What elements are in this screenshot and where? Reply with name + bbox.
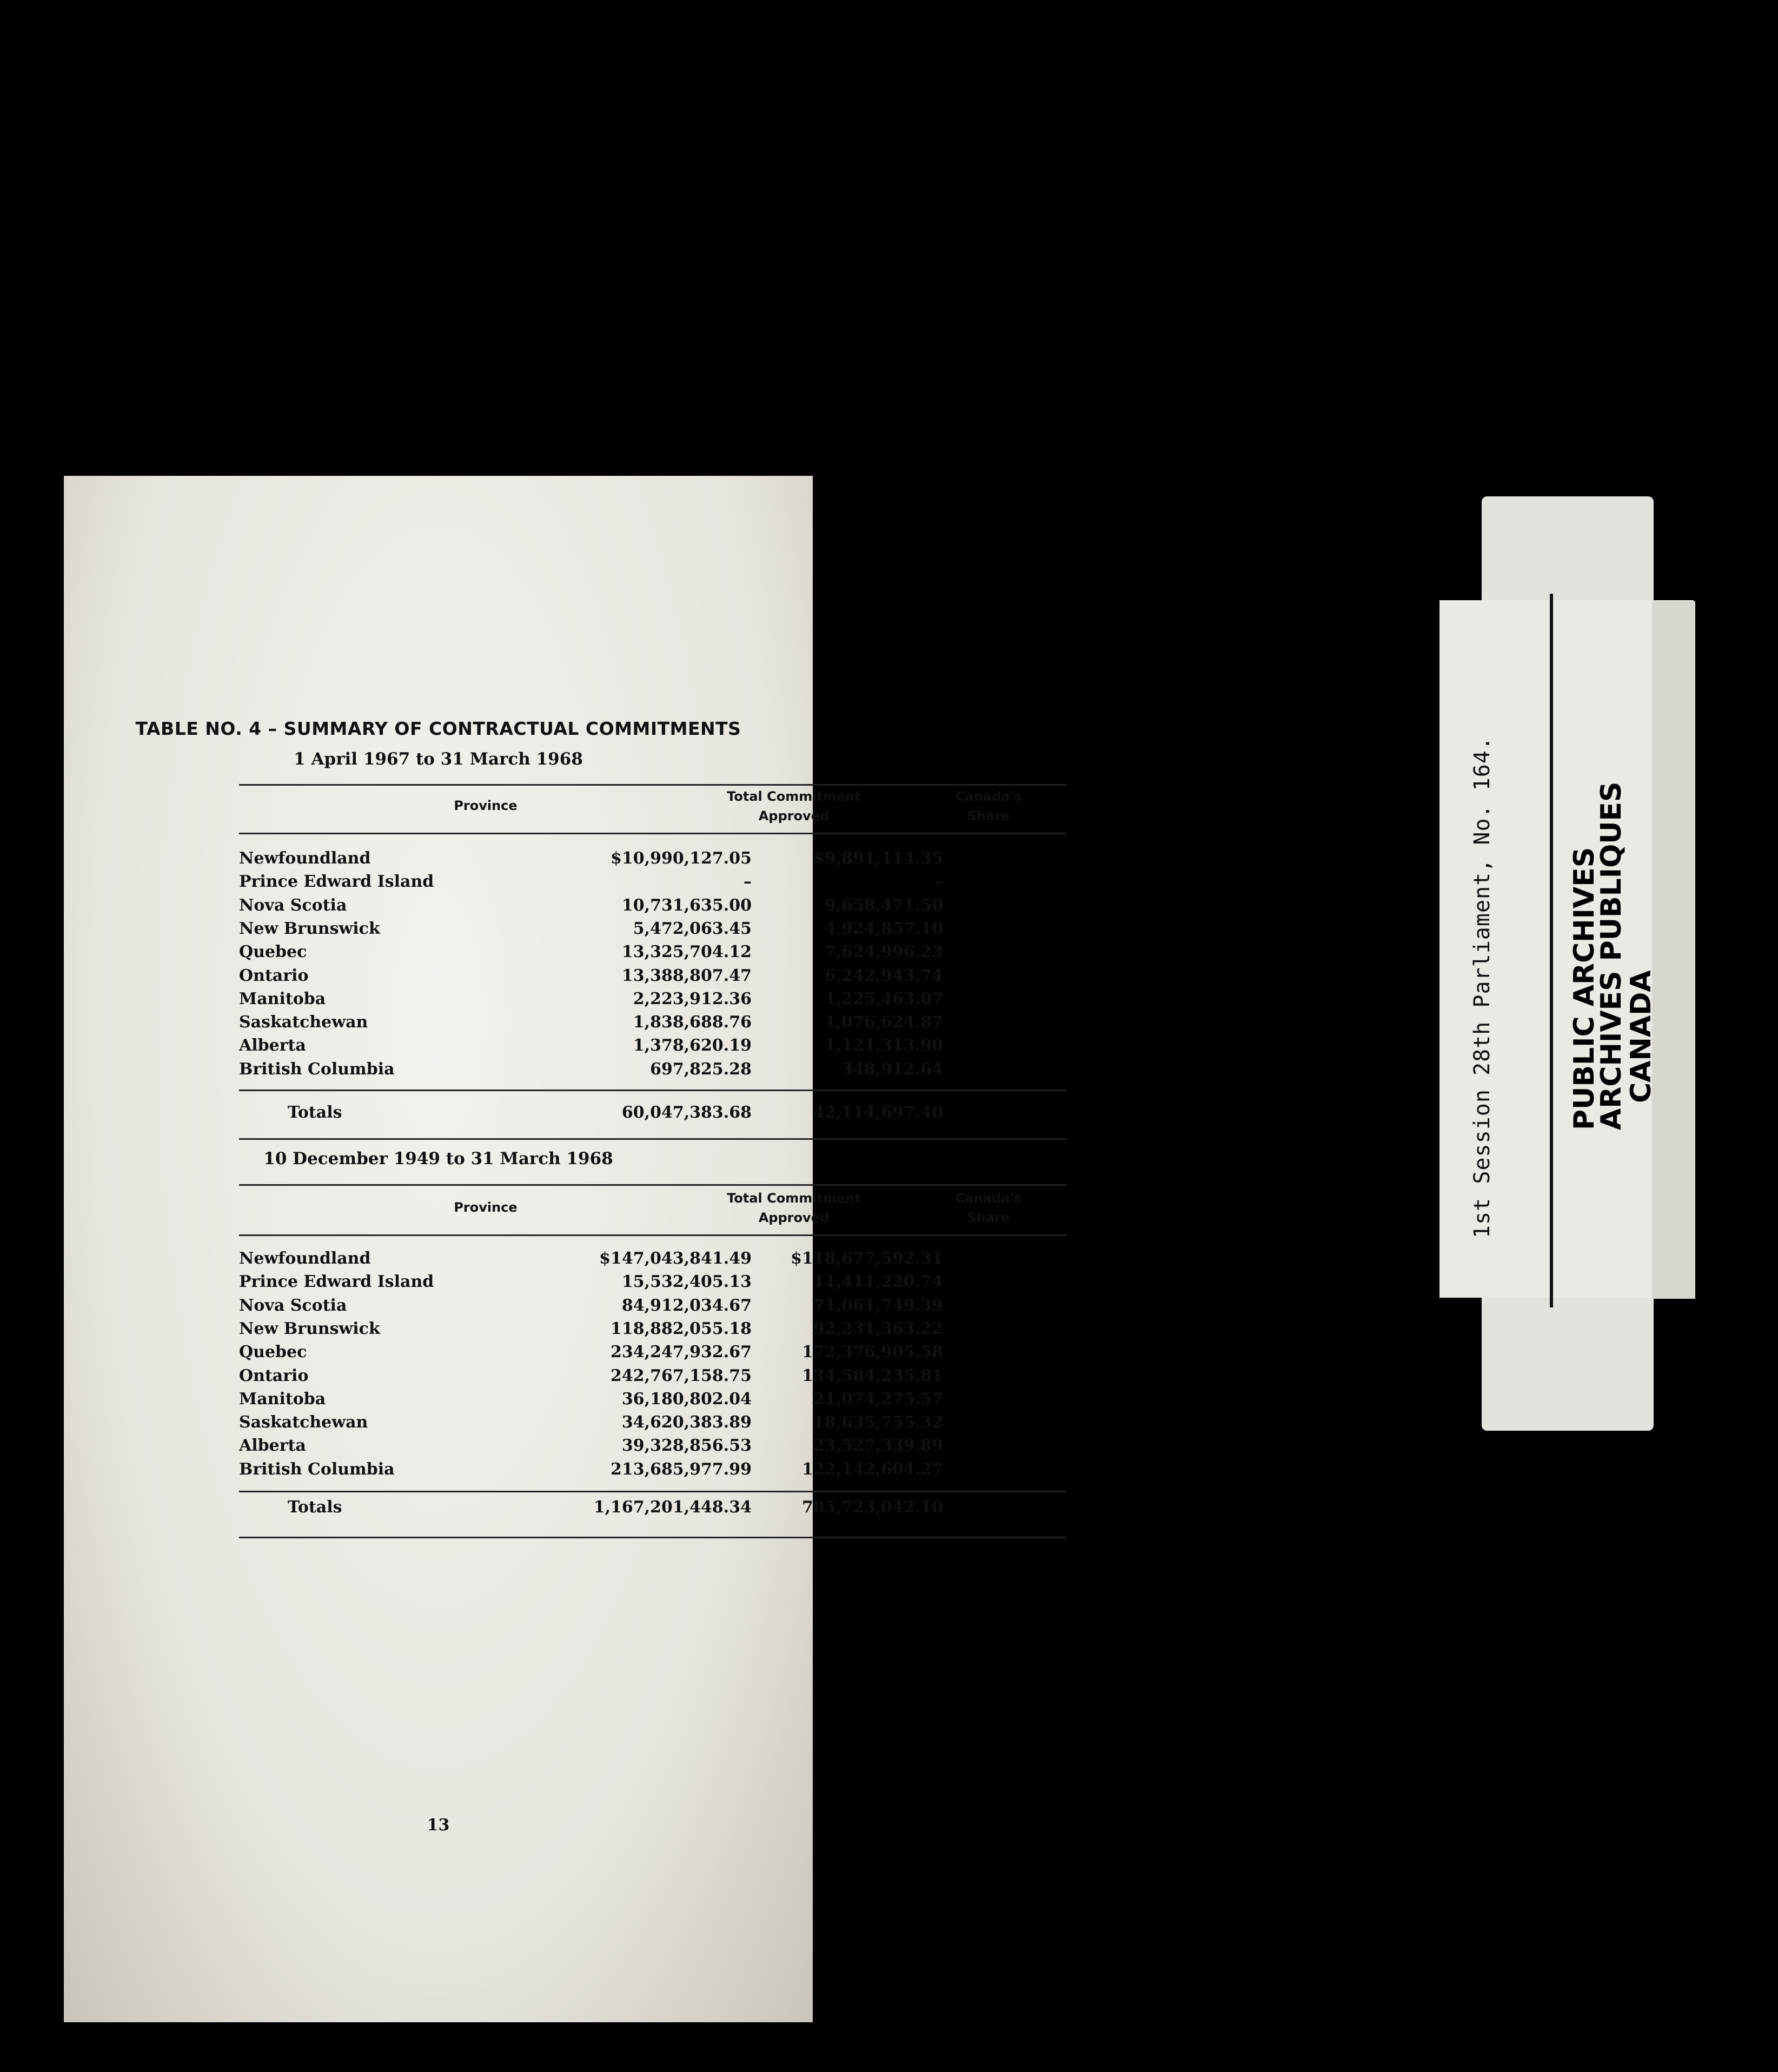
table-row — [239, 942, 1104, 966]
totals-row-2 — [239, 1498, 1104, 1522]
totals-canada-2: 785,723,042.10 — [802, 1498, 943, 1517]
canada-share-cell: 172,376,905.58 — [802, 1343, 943, 1362]
total-commitment-cell: $10,990,127.05 — [611, 849, 752, 868]
period-2-subtitle: 10 December 1949 to 31 March 1968 — [263, 1149, 613, 1168]
session-label: 1st Session 28th Parliament, No. 164. — [1470, 736, 1495, 1238]
total-commitment-cell: 5,472,063.45 — [633, 919, 752, 938]
province-cell: Quebec — [239, 1343, 307, 1362]
total-commitment-cell: 39,328,856.53 — [621, 1436, 752, 1456]
document-page — [64, 476, 1022, 2022]
province-cell: New Brunswick — [239, 1319, 380, 1338]
total-commitment-cell: 13,325,704.12 — [621, 942, 752, 962]
header-province-1: Province — [454, 798, 518, 813]
canada-share-cell: 11,411,220.74 — [813, 1272, 943, 1292]
header-total-1a: Total Commitment — [727, 789, 861, 804]
table-row — [239, 896, 1104, 920]
archive-label-line2: ARCHIVES PUBLIQUES — [1595, 781, 1628, 1130]
rule-top-1 — [239, 784, 1066, 786]
province-cell: Ontario — [239, 1366, 309, 1385]
table-row — [239, 1366, 1104, 1390]
canada-share-cell: 23,527,339.89 — [813, 1436, 943, 1456]
table-row — [239, 1296, 1104, 1320]
canada-share-cell: 21,074,275.57 — [813, 1389, 943, 1409]
table-row — [239, 1390, 1104, 1413]
province-cell: Quebec — [239, 942, 307, 962]
table-title: TABLE NO. 4 – SUMMARY OF CONTRACTUAL COMMITMENTS — [135, 718, 741, 739]
archive-label-line1: PUBLIC ARCHIVES — [1568, 847, 1601, 1130]
canada-share-cell: 4,924,857.10 — [824, 919, 943, 938]
province-cell: Saskatchewan — [239, 1413, 368, 1432]
total-commitment-cell: 34,620,383.89 — [621, 1413, 752, 1432]
canada-share-cell: 1,076,624.87 — [824, 1013, 943, 1032]
province-cell: Nova Scotia — [239, 1296, 347, 1315]
totals-total-2: 1,167,201,448.34 — [593, 1498, 752, 1517]
total-commitment-cell: $147,043,841.49 — [599, 1249, 752, 1268]
rule-end-1 — [239, 1138, 1066, 1140]
canada-share-cell: 1,121,313.90 — [824, 1036, 943, 1055]
total-commitment-cell: – — [744, 872, 752, 892]
canada-share-cell: 18,635,755.32 — [813, 1413, 943, 1432]
total-commitment-cell: 2,223,912.36 — [633, 989, 752, 1008]
table-row — [239, 1272, 1104, 1296]
canada-share-cell: 348,912.64 — [841, 1059, 943, 1079]
canada-share-cell: $118,677,592.31 — [791, 1249, 943, 1268]
province-cell: New Brunswick — [239, 919, 380, 938]
province-cell: British Columbia — [239, 1059, 395, 1079]
total-commitment-cell: 213,685,977.99 — [611, 1459, 752, 1479]
total-commitment-cell: 697,825.28 — [650, 1059, 752, 1079]
table-row — [239, 1013, 1104, 1037]
total-commitment-cell: 1,378,620.19 — [633, 1036, 752, 1055]
archive-tag-divider — [1550, 594, 1553, 1307]
table-row — [239, 1319, 1104, 1343]
rule-top-2 — [239, 1184, 1066, 1186]
totals-total-1: 60,047,383.68 — [621, 1103, 752, 1122]
canada-share-cell: 134,584,235.81 — [802, 1366, 943, 1385]
totals-label-2: Totals — [288, 1498, 342, 1517]
canada-share-cell: 7,624,996.23 — [824, 942, 943, 962]
total-commitment-cell: 36,180,802.04 — [621, 1389, 752, 1409]
table-row — [239, 872, 1104, 896]
province-cell: British Columbia — [239, 1459, 395, 1479]
province-cell: Prince Edward Island — [239, 1272, 434, 1292]
table-row — [239, 989, 1104, 1013]
rule-before-totals-2 — [239, 1491, 1066, 1492]
province-cell: Newfoundland — [239, 849, 371, 868]
total-commitment-cell: 234,247,932.67 — [611, 1343, 752, 1362]
province-cell: Alberta — [239, 1436, 306, 1456]
period-1-subtitle: 1 April 1967 to 31 March 1968 — [294, 749, 583, 769]
province-cell: Prince Edward Island — [239, 872, 434, 892]
total-commitment-cell: 13,388,807.47 — [621, 966, 752, 985]
province-cell: Nova Scotia — [239, 895, 347, 915]
header-province-2: Province — [454, 1200, 518, 1215]
canada-share-cell: 122,142,604.27 — [802, 1459, 943, 1479]
canada-share-cell: – — [935, 872, 943, 892]
canada-share-cell: 6,242,943.74 — [824, 966, 943, 985]
province-cell: Manitoba — [239, 989, 326, 1008]
page-number: 13 — [427, 1816, 450, 1835]
total-commitment-cell: 84,912,034.67 — [621, 1296, 752, 1315]
total-commitment-cell: 242,767,158.75 — [611, 1366, 752, 1385]
table-row — [239, 1413, 1104, 1437]
rule-before-totals-1 — [239, 1090, 1066, 1091]
canada-share-cell: 9,658,471.50 — [824, 895, 943, 915]
total-commitment-cell: 118,882,055.18 — [611, 1319, 752, 1338]
province-cell: Newfoundland — [239, 1249, 371, 1268]
canada-share-cell: 1,225,463.07 — [824, 989, 943, 1008]
header-total-1b: Approved — [758, 808, 830, 824]
province-cell: Manitoba — [239, 1389, 326, 1409]
header-canada-2b: Share — [967, 1210, 1010, 1225]
header-canada-1b: Share — [967, 808, 1010, 824]
table-row — [239, 1343, 1104, 1366]
totals-label-1: Totals — [288, 1103, 342, 1122]
rule-end-2 — [239, 1537, 1066, 1538]
table-row — [239, 849, 1104, 873]
table-row — [239, 1036, 1104, 1060]
table-row — [239, 966, 1104, 990]
header-canada-2a: Canada's — [955, 1191, 1022, 1206]
canada-share-cell: $9,891,114.35 — [813, 849, 943, 868]
province-cell: Ontario — [239, 966, 309, 985]
table-row — [239, 1460, 1104, 1484]
header-canada-1a: Canada's — [955, 789, 1022, 804]
header-total-2b: Approved — [758, 1210, 830, 1225]
archive-tag-strip — [1652, 601, 1695, 1299]
rule-header-2 — [239, 1234, 1066, 1236]
totals-canada-1: 42,114,697.40 — [813, 1103, 943, 1122]
canada-share-cell: 71,061,749.39 — [813, 1296, 943, 1315]
table-row — [239, 1436, 1104, 1460]
table-row — [239, 919, 1104, 943]
rule-header-1 — [239, 833, 1066, 834]
province-cell: Alberta — [239, 1036, 306, 1055]
province-cell: Saskatchewan — [239, 1013, 368, 1032]
table-row — [239, 1060, 1104, 1084]
table-row — [239, 1249, 1104, 1273]
total-commitment-cell: 15,532,405.13 — [621, 1272, 752, 1292]
header-total-2a: Total Commitment — [727, 1191, 861, 1206]
total-commitment-cell: 10,731,635.00 — [621, 895, 752, 915]
totals-row-1 — [239, 1103, 1104, 1127]
canada-share-cell: 92,231,363.22 — [813, 1319, 943, 1338]
archive-label-line3: CANADA — [1625, 970, 1657, 1103]
total-commitment-cell: 1,838,688.76 — [633, 1013, 752, 1032]
